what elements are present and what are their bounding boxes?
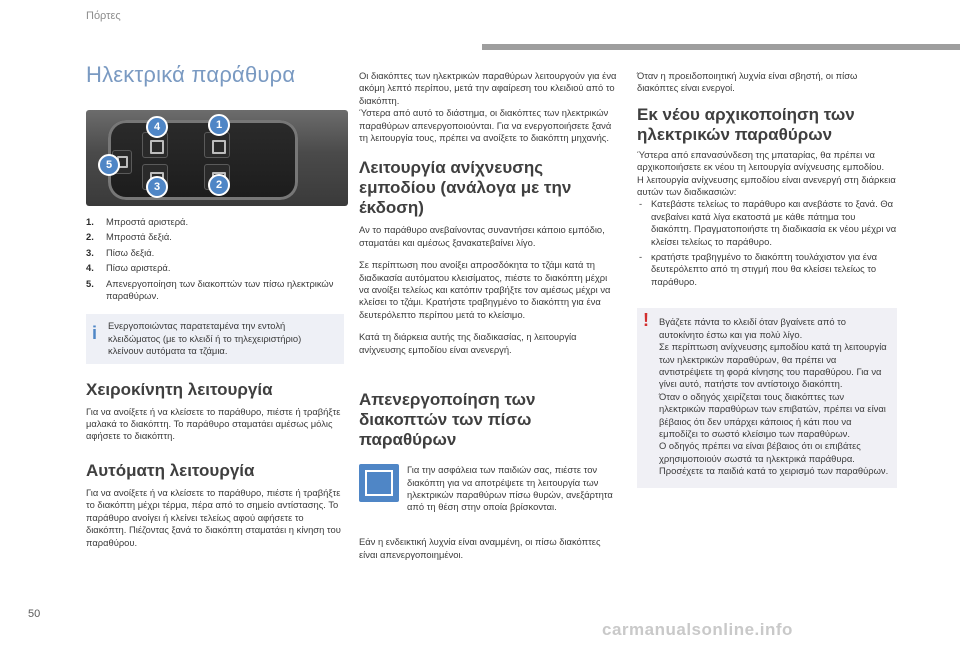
switch-panel [108,120,298,200]
list-item: 2. Μπροστά δεξιά. [86,231,172,243]
list-item: - Κατεβάστε τελείως το παράθυρο και ανεβάστε το ξανά. Θα ανεβαίνει κατά λίγα εκατοστά με κάθε πάτημα του διακόπτη. Πραγματοποιήστε τη διαδικασία εκ νέου μέχρι να κλείσει τελείως το παράθυρο. [637,198,897,248]
warning-line: Προσέχετε τα παιδιά κατά το χειρισμό των παραθύρων. [659,465,889,477]
list-item: - κρατήστε τραβηγμένο το διακόπτη τουλάχιστον για ένα δευτερόλεπτο από τη στιγμή που θα κλείσει τελείως το παράθυρο. [637,251,897,288]
deactivate-heading: Απενεργοποίηση των διακοπτών των πίσω παραθύρων [359,390,536,450]
paragraph: Οι διακόπτες των ηλεκτρικών παραθύρων λειτουργούν για ένα ακόμη λεπτό περίπου, μετά την αφαίρεση του κλειδιού από το διακόπτη. [359,70,617,106]
column-2 [359,70,617,571]
badge-4: 4 [146,116,168,138]
warning-line: Βγάζετε πάντα το κλειδί όταν βγαίνετε από το αυτοκίνητο έστω και για πολύ λίγο. [659,316,846,340]
badge-1: 1 [208,114,230,136]
warning-line: Σε περίπτωση ανίχνευσης εμποδίου κατά τη λειτουργία των ηλεκτρικών παραθύρων, θα πρέπει να αντιστρέψετε τη φορά κίνησης του παραθύρου. Για να γίνει αυτό, πατήστε τον αντίστοιχο διακόπτη. [659,341,887,390]
paragraph: Η λειτουργία ανίχνευσης εμποδίου είναι ανενεργή στη διάρκεια αυτών των διαδικασιών: [637,173,896,198]
page-title: Ηλεκτρικά παράθυρα [86,62,296,87]
paragraph: Σε περίπτωση που ανοίξει απροσδόκητα το τζάμι κατά τη διαδικασία αυτόματου κλεισίματος, πιέστε το διακόπτη μέχρι να ανοίξει τελείως και κατόπιν τραβήξτε τον αμέσως μέχρι να κλείσει το τζάμι. Κρατήστε τραβηγμένο το διακόπτη για ένα δευτερόλεπτο περίπου μετά το κλείσιμο. [359,259,611,320]
switch-legend-list [86,216,344,302]
column-3 [637,70,897,488]
page-number: 50 [28,608,41,620]
automatic-heading: Αυτόματη λειτουργία [86,460,255,480]
header-rule [482,44,960,50]
automatic-text: Για να ανοίξετε ή να κλείσετε το παράθυρο, πιέστε ή τραβήξτε το διακόπτη μέχρι τέρμα, πέρα από το σημείο αντίστασης. Το παράθυρο ανοίγει ή κλείνει τελείως αφού αφήσετε το διακόπτη. Πιέζοντας ξανά το διακόπτη σταματάει η κίνηση του παραθύρου. [86,486,341,548]
paragraph: Εάν η ενδεικτική λυχνία είναι αναμμένη, οι πίσω διακόπτες είναι απενεργοποιημένοι. [359,536,601,560]
reinit-heading: Εκ νέου αρχικοποίηση των ηλεκτρικών παραθύρων [637,104,855,144]
window-switch-photo [86,110,348,206]
column-1 [86,110,344,559]
reinit-steps [637,198,897,288]
manual-heading: Χειροκίνητη λειτουργία [86,379,273,399]
list-item: 5. Απενεργοποίηση των διακοπτών των πίσω ηλεκτρικών παραθύρων. [86,277,334,302]
warning-line: Όταν ο οδηγός χειρίζεται τους διακόπτες των ηλεκτρικών παραθύρων των επιβατών, πρέπει να είναι βέβαιος ότι δεν υπάρχει κάποιος ή κάτι που να εμποδίζει το σωστό κλείσιμο των παραθύρων. [659,390,886,439]
anti-pinch-heading: Λειτουργία ανίχνευσης εμποδίου (ανάλογα με την έκδοση) [359,158,572,218]
paragraph: Αν το παράθυρο ανεβαίνοντας συναντήσει κάποιο εμπόδιο, σταματάει και αμέσως ξανακατεβαίνει λίγο. [359,224,605,248]
badge-2: 2 [208,174,230,196]
info-icon: i [92,323,98,344]
list-item: 4. Πίσω αριστερά. [86,262,171,274]
list-item: 3. Πίσω δεξιά. [86,246,155,258]
warning-box [637,308,897,487]
info-note: i Ενεργοποιώντας παρατεταμένα την εντολή κλειδώματος (με το κλειδί ή το τηλεχειριστήριο) κλείνουν αυτόματα τα τζάμια. [86,314,344,363]
paragraph: Ύστερα από αυτό το διάστημα, οι διακόπτες των ηλεκτρικών παραθύρων απενεργοποιούνται. Για να ενεργοποιήσετε ξανά τη λειτουργία τους, πρέπει να ανοίξετε το διακόπτη μηχανής. [359,107,612,144]
child-safety-block [359,464,617,526]
paragraph: Όταν η προειδοποιητική λυχνία είναι σβηστή, οι πίσω διακόπτες είναι ενεργοί. [637,70,858,94]
list-item: 1. Μπροστά αριστερά. [86,216,189,227]
child-lock-icon [359,464,399,502]
section-label: Πόρτες [86,10,121,22]
warning-line: Ο οδηγός πρέπει να είναι βέβαιος ότι οι επιβάτες χρησιμοποιούν σωστά τα ηλεκτρικά παράθυρα. [659,440,861,464]
badge-3: 3 [146,176,168,198]
child-safety-text: Για την ασφάλεια των παιδιών σας, πιέστε τον διακόπτη για να αποτρέψετε τη λειτουργία των ηλεκτρικών παραθύρων πίσω θυρών, ανεξάρτητα από τη θέση στην οποία βρίσκονται. [407,464,613,513]
warning-icon: ! [643,310,649,331]
paragraph: Κατά τη διάρκεια αυτής της διαδικασίας, η λειτουργία ανίχνευσης εμποδίου είναι ανενεργή. [359,331,577,355]
watermark: carmanualsonline.info [602,620,793,639]
paragraph: Ύστερα από επανασύνδεση της μπαταρίας, θα πρέπει να αρχικοποιήσετε εκ νέου τη λειτουργία ανίχνευσης εμποδίου. [637,148,885,173]
manual-text: Για να ανοίξετε ή να κλείσετε το παράθυρο, πιέστε ή τραβήξτε μαλακά το διακόπτη. Το παράθυρο σταματάει αμέσως μόλις αφήσετε το διακόπτη. [86,405,341,442]
badge-5: 5 [98,154,120,176]
